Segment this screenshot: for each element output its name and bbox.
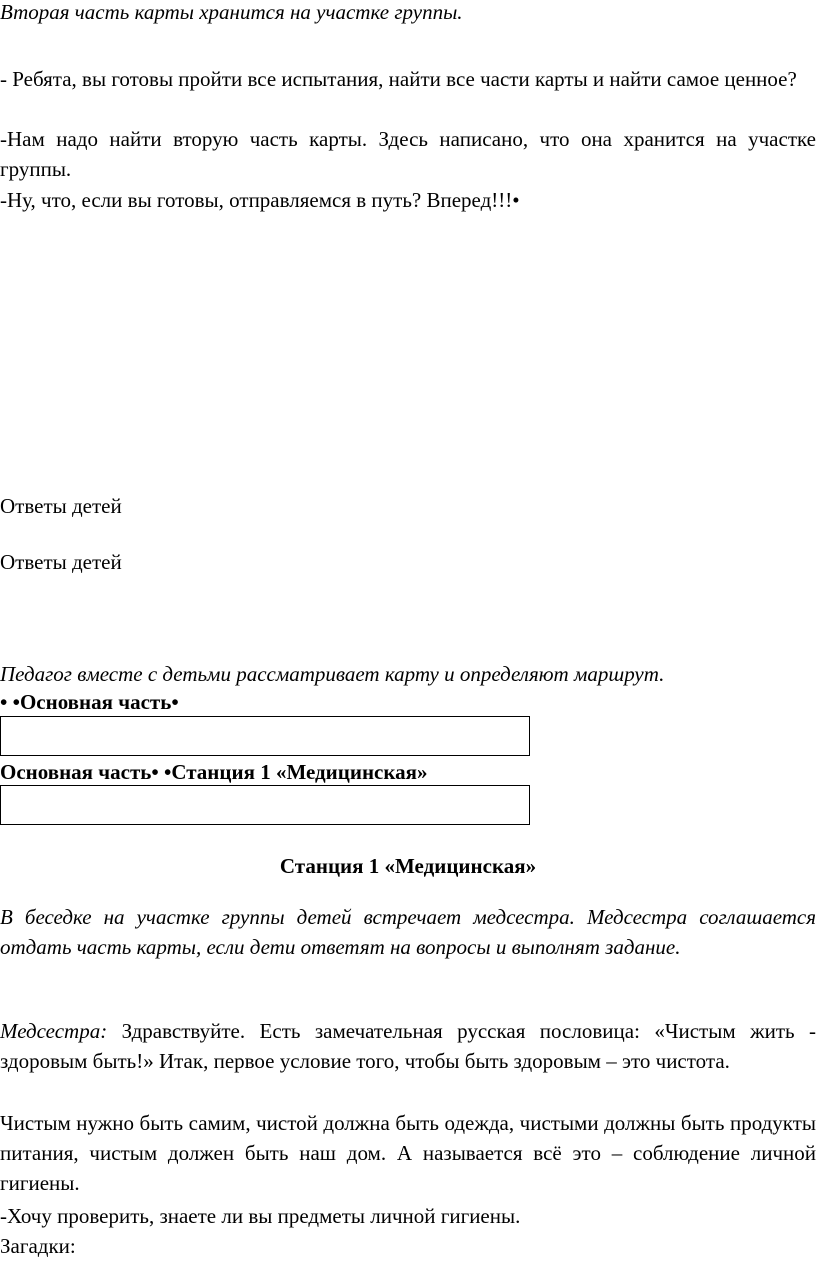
station-description: В беседке на участке группы детей встречает медсестра. Медсестра соглашается отдать часть карты, если дети ответят на вопросы и выполнят задание. [0,905,816,959]
main-part-heading: • •Основная часть• [0,690,179,714]
dialogue-line-1: - Ребята, вы готовы пройти все испытания, найти все части карты и найти самое ценное? [0,67,797,91]
nurse-speaker-label: Медсестра: [0,1019,108,1043]
main-part-station-heading: Основная часть• •Станция 1 «Медицинская» [0,760,428,784]
intro-italic-text: Вторая часть карты хранится на участке группы. [0,0,463,24]
children-answers-2: Ответы детей [0,550,122,574]
dialogue-line-2: -Нам надо найти вторую часть карты. Здесь написано, что она хранится на участке группы. [0,127,816,181]
empty-box-2 [0,785,530,825]
station-title: Станция 1 «Медицинская» [279,854,537,878]
check-question-line: -Хочу проверить, знаете ли вы предметы личной гигиены. [0,1204,521,1228]
children-answers-1: Ответы детей [0,494,122,518]
teacher-note: Педагог вместе с детьми рассматривает карту и определяют маршрут. [0,662,665,686]
hygiene-paragraph: Чистым нужно быть самим, чистой должна быть одежда, чистыми должны быть продукты питания, чистым должен быть наш дом. А называется всё это – соблюдение личной гигиены. [0,1111,816,1195]
nurse-speech-text: Здравствуйте. Есть замечательная русская пословица: «Чистым жить - здоровым быть!» Итак, первое условие того, чтобы быть здоровым – это чистота. [0,1019,816,1073]
riddles-label: Загадки: [0,1234,76,1258]
empty-box-1 [0,716,530,756]
nurse-speech-paragraph [0,1016,816,1076]
dialogue-line-3: -Ну, что, если вы готовы, отправляемся в путь? Вперед!!!• [0,188,520,212]
